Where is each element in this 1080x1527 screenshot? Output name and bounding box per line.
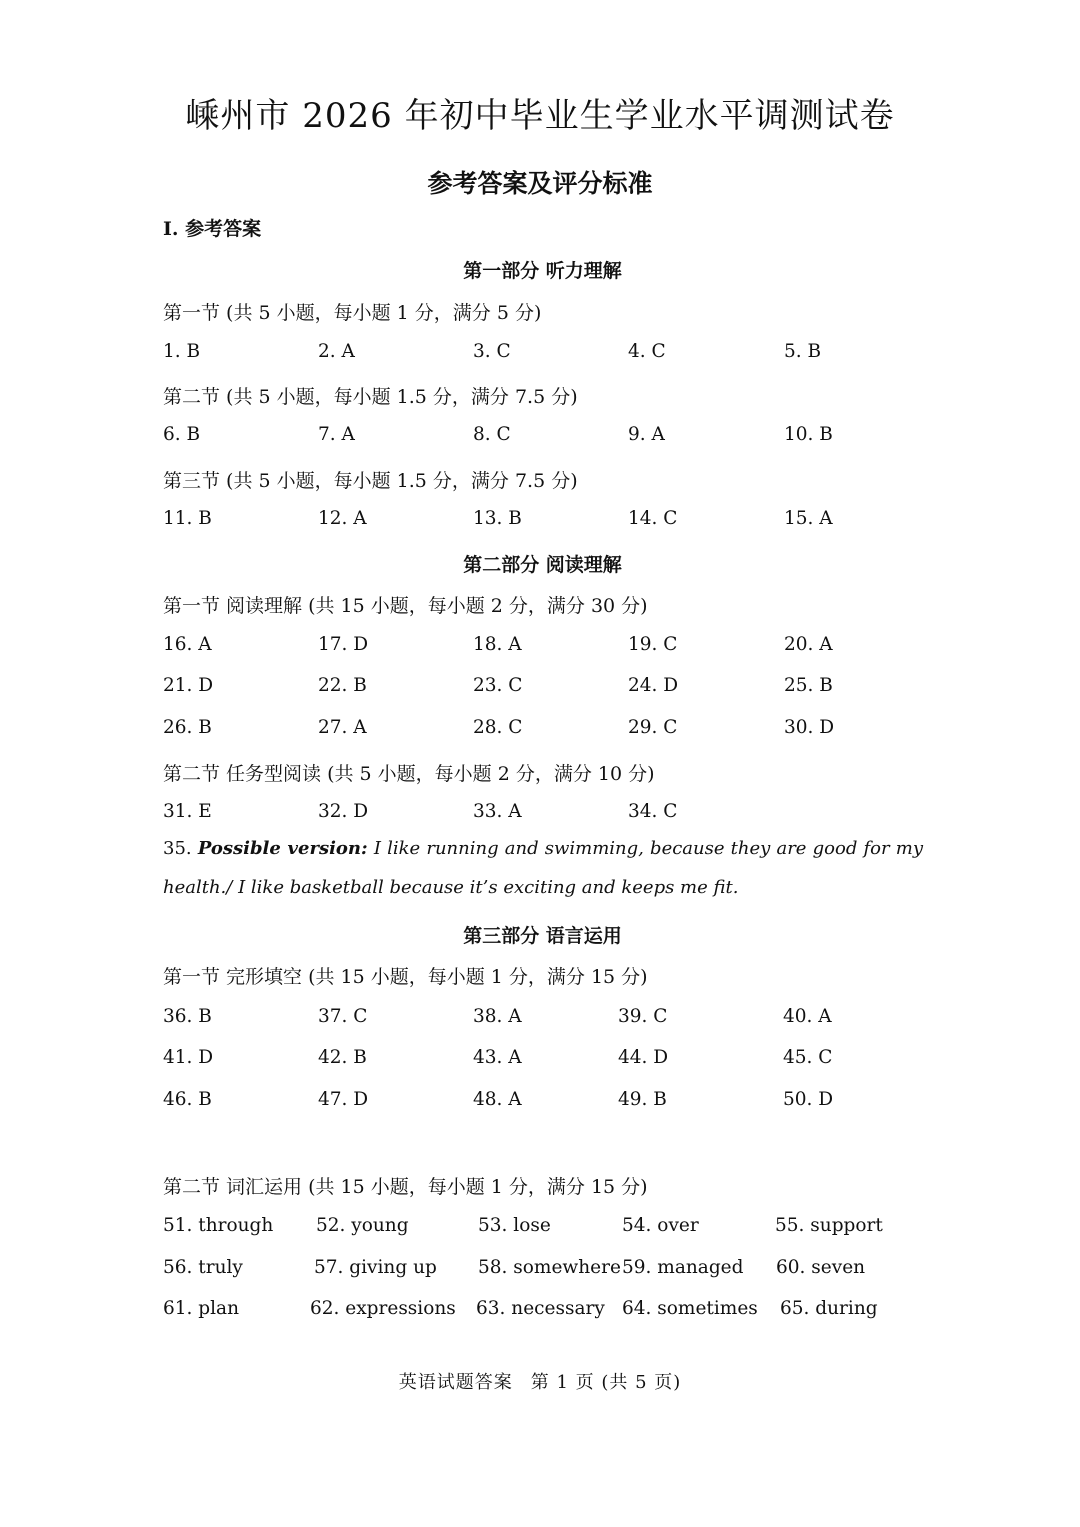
answer-item: 18. A — [473, 634, 522, 655]
answer-row — [0, 1006, 1080, 1032]
answer-item: 37. C — [318, 1006, 368, 1027]
answer-item: 43. A — [473, 1047, 522, 1068]
answer-item: 7. A — [318, 424, 355, 445]
page-footer — [0, 1368, 1080, 1394]
answer-item: 52. young — [316, 1215, 409, 1236]
q35-text: I like running and swimming, because they are good for my health./ I like basketball because it’s exciting and keeps me fit. — [163, 838, 923, 898]
answer-item: 50. D — [783, 1089, 834, 1110]
answer-item: 48. A — [473, 1089, 522, 1110]
answer-item: 34. C — [628, 801, 678, 822]
answer-item: 36. B — [163, 1006, 212, 1027]
answer-row — [0, 341, 1080, 367]
part3-s1-label: 第一节 完形填空 (共 15 小题，每小题 1 分，满分 15 分) — [163, 966, 648, 988]
q35-label: Possible version: — [197, 838, 368, 859]
answer-row — [0, 508, 1080, 534]
answer-item: 11. B — [163, 508, 212, 529]
answer-row — [0, 1257, 1080, 1283]
answer-item: 54. over — [622, 1215, 699, 1236]
answer-item: 44. D — [618, 1047, 669, 1068]
part2-heading: 第二部分 阅读理解 — [463, 554, 622, 576]
part2-s2-label: 第二节 任务型阅读 (共 5 小题，每小题 2 分，满分 10 分) — [163, 763, 655, 785]
answer-item: 12. A — [318, 508, 367, 529]
answer-item: 3. C — [473, 341, 511, 362]
answer-row — [0, 1047, 1080, 1073]
answer-item: 2. A — [318, 341, 355, 362]
answer-item: 38. A — [473, 1006, 522, 1027]
answer-item: 23. C — [473, 675, 523, 696]
answer-item: 29. C — [628, 717, 678, 738]
answer-item: 46. B — [163, 1089, 212, 1110]
answer-row — [0, 675, 1080, 701]
answer-item: 55. support — [775, 1215, 883, 1236]
answer-item: 49. B — [618, 1089, 667, 1110]
answer-item: 21. D — [163, 675, 214, 696]
answer-row — [0, 424, 1080, 450]
section-i-heading: I. 参考答案 — [163, 218, 262, 240]
answer-item: 65. during — [780, 1298, 878, 1319]
answer-row — [0, 634, 1080, 660]
answer-item: 59. managed — [622, 1257, 744, 1278]
answer-item: 62. expressions — [310, 1298, 456, 1319]
answer-row — [0, 801, 1080, 827]
answer-item: 56. truly — [163, 1257, 243, 1278]
part1-s1-label: 第一节 (共 5 小题，每小题 1 分，满分 5 分) — [163, 302, 542, 324]
answer-row — [0, 717, 1080, 743]
answer-item: 14. C — [628, 508, 678, 529]
answer-item: 53. lose — [478, 1215, 551, 1236]
answer-item: 22. B — [318, 675, 367, 696]
q35-number: 35. — [163, 838, 192, 859]
answer-item: 1. B — [163, 341, 201, 362]
answer-item: 15. A — [784, 508, 833, 529]
document-title: 嵊州市 2026 年初中毕业生学业水平调测试卷 — [185, 96, 895, 136]
part1-s2-label: 第二节 (共 5 小题，每小题 1.5 分，满分 7.5 分) — [163, 386, 578, 408]
answer-item: 57. giving up — [314, 1257, 437, 1278]
answer-item: 16. A — [163, 634, 212, 655]
answer-item: 26. B — [163, 717, 212, 738]
answer-row — [0, 1215, 1080, 1241]
part3-s2-label: 第二节 词汇运用 (共 15 小题，每小题 1 分，满分 15 分) — [163, 1176, 648, 1198]
answer-item: 19. C — [628, 634, 678, 655]
answer-item: 24. D — [628, 675, 679, 696]
answer-item: 63. necessary — [476, 1298, 605, 1319]
answer-item: 25. B — [784, 675, 833, 696]
document-subtitle: 参考答案及评分标准 — [427, 169, 653, 198]
answer-item: 10. B — [784, 424, 833, 445]
part2-s1-label: 第一节 阅读理解 (共 15 小题，每小题 2 分，满分 30 分) — [163, 595, 648, 617]
answer-item: 40. A — [783, 1006, 832, 1027]
answer-row — [0, 1298, 1080, 1324]
answer-item: 13. B — [473, 508, 522, 529]
answer-item: 32. D — [318, 801, 369, 822]
answer-item: 60. seven — [776, 1257, 866, 1278]
answer-item: 8. C — [473, 424, 511, 445]
footer-doc-name: 英语试题答案 — [398, 1372, 513, 1393]
answer-item: 58. somewhere — [478, 1257, 621, 1278]
answer-item: 42. B — [318, 1047, 367, 1068]
answer-item: 17. D — [318, 634, 369, 655]
page-number: 第 1 页 (共 5 页) — [530, 1372, 682, 1393]
answer-item: 51. through — [163, 1215, 274, 1236]
answer-item: 31. E — [163, 801, 212, 822]
answer-item: 30. D — [784, 717, 835, 738]
answer-item: 5. B — [784, 341, 822, 362]
answer-item: 39. C — [618, 1006, 668, 1027]
answer-item: 47. D — [318, 1089, 369, 1110]
answer-item: 41. D — [163, 1047, 214, 1068]
answer-item: 45. C — [783, 1047, 833, 1068]
answer-item: 20. A — [784, 634, 833, 655]
answer-item: 64. sometimes — [622, 1298, 758, 1319]
q35-answer — [163, 829, 923, 907]
answer-row — [0, 1089, 1080, 1115]
answer-item: 6. B — [163, 424, 201, 445]
part1-heading: 第一部分 听力理解 — [463, 260, 622, 282]
answer-item: 27. A — [318, 717, 367, 738]
answer-item: 28. C — [473, 717, 523, 738]
part3-heading: 第三部分 语言运用 — [463, 925, 622, 947]
answer-item: 9. A — [628, 424, 665, 445]
answer-item: 33. A — [473, 801, 522, 822]
answer-item: 61. plan — [163, 1298, 240, 1319]
answer-item: 4. C — [628, 341, 666, 362]
part1-s3-label: 第三节 (共 5 小题，每小题 1.5 分，满分 7.5 分) — [163, 470, 578, 492]
